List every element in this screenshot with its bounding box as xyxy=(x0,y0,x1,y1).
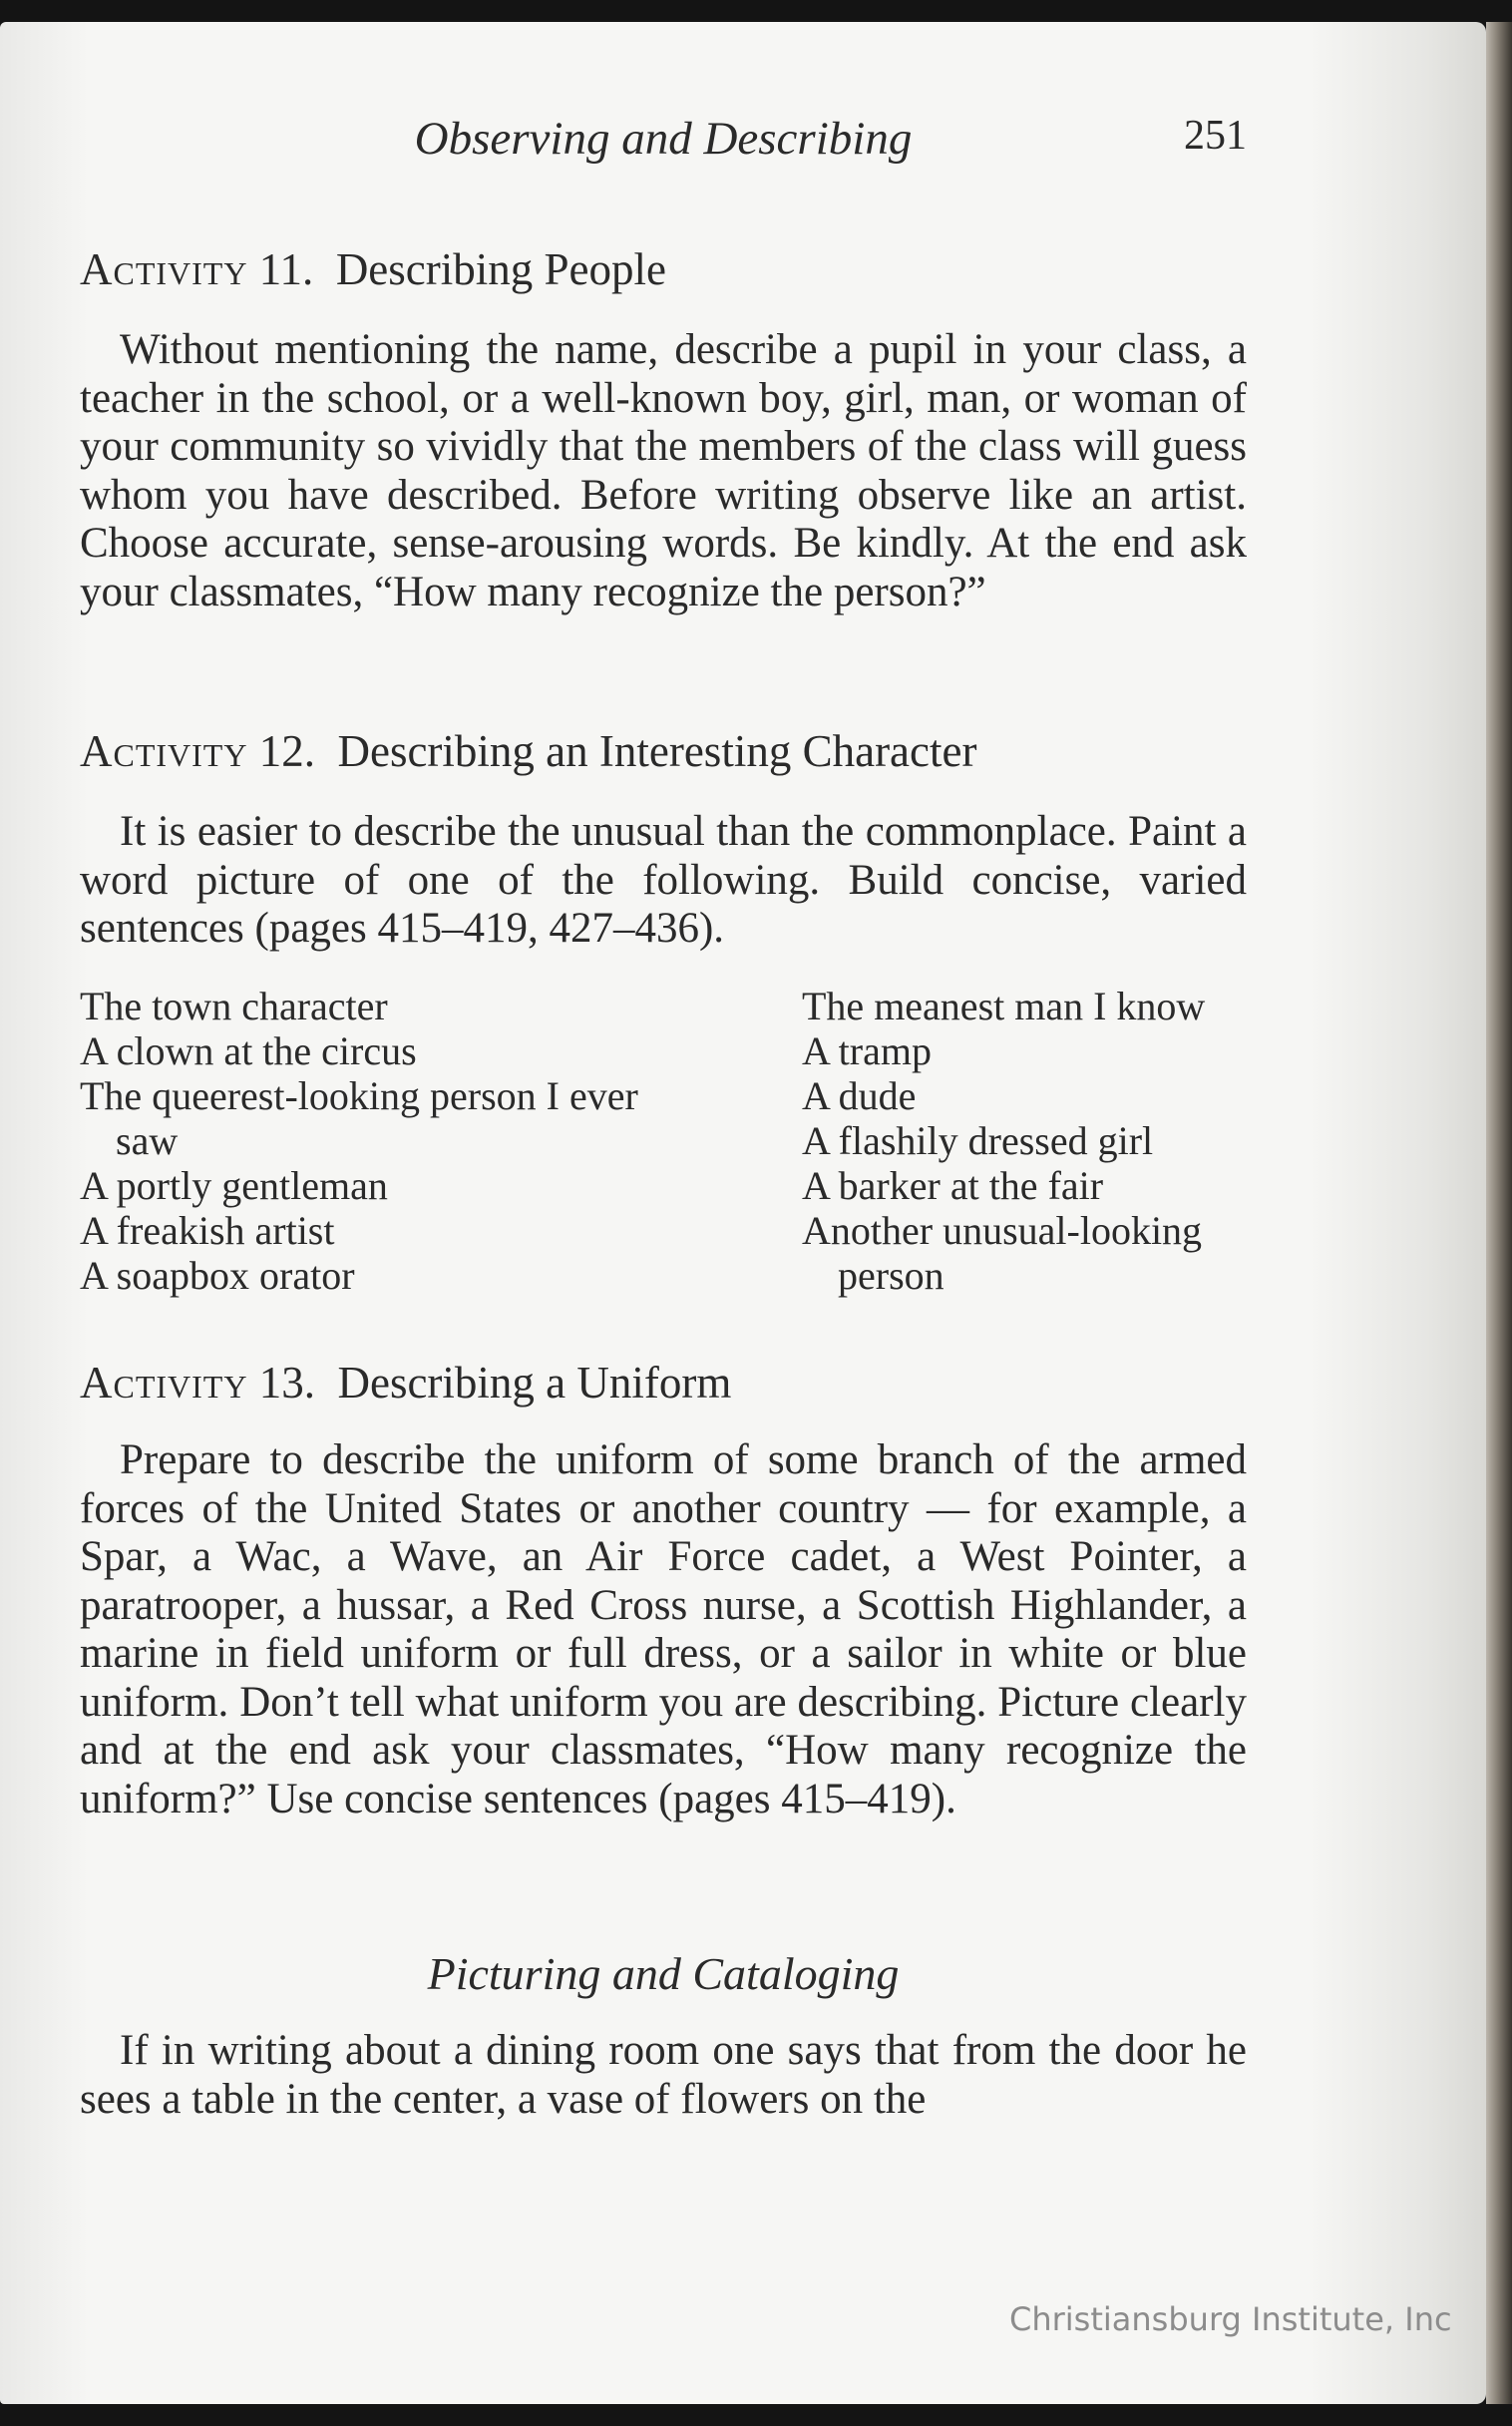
activity-12-body: It is easier to describe the unusual than the commonplace. Paint a word picture of one of the following. Build concise, varied sentences (pages 415–419, 427–436). xyxy=(80,808,1247,952)
activity-number: 13. xyxy=(258,1358,315,1408)
activity-title: Describing People xyxy=(335,244,666,294)
list-item: A clown at the circus xyxy=(80,1028,417,1073)
list-item: The town character xyxy=(80,984,388,1028)
running-head xyxy=(80,112,1247,172)
activity-12-heading xyxy=(80,725,976,777)
activity-title: Describing a Uniform xyxy=(337,1358,732,1408)
list-item: Another unusual-looking person xyxy=(802,1208,1203,1298)
list-item: The meanest man I know xyxy=(802,984,1206,1028)
activity-number: 11. xyxy=(258,244,314,294)
list-item: A flashily dressed girl xyxy=(802,1118,1154,1163)
list-item: A portly gentleman xyxy=(80,1163,388,1208)
list-item: A barker at the fair xyxy=(802,1163,1104,1208)
list-item: The queerest-looking person I ever saw xyxy=(80,1073,638,1163)
list-item: A tramp xyxy=(802,1028,932,1073)
watermark: Christiansburg Institute, Inc xyxy=(1009,2300,1452,2338)
activity-13-heading xyxy=(80,1357,731,1409)
activity-label: Activity xyxy=(80,244,248,294)
section-body: If in writing about a dining room one says that from the door he sees a table in the center, a vase of flowers on the xyxy=(80,2027,1247,2123)
character-list-right xyxy=(802,984,1247,1298)
section-heading: Picturing and Cataloging xyxy=(427,1948,900,1999)
activity-11-heading xyxy=(80,243,666,295)
activity-11-body: Without mentioning the name, describe a pupil in your class, a teacher in the school, or a well-known boy, girl, man, or woman of your community so vividly that the members of the class will guess whom you have described. Before writing observe like an artist. Choose accurate, sense-arousing words. Be kindly. At the end ask your classmates, “How many recognize the person?” xyxy=(80,326,1247,615)
running-title: Observing and Describing xyxy=(414,113,913,165)
activity-13-body: Prepare to describe the uniform of some branch of the armed forces of the United States or another country — for example, a Spar, a Wac, a Wave, an Air Force cadet, a West Pointer, a paratrooper, a hussar, a Red Cross nurse, a Scottish Highlander, a marine in field uniform or full dress, or a sailor in white or blue uniform. Don’t tell what uniform you are describing. Picture clearly and at the end ask your classmates, “How many recognize the uniform?” Use concise sentences (pages 415–419). xyxy=(80,1436,1247,1822)
list-item: A soapbox orator xyxy=(80,1253,355,1298)
activity-title: Describing an Interesting Character xyxy=(337,726,977,776)
page-edge xyxy=(1486,22,1512,2404)
activity-number: 12. xyxy=(258,726,315,776)
list-item: A dude xyxy=(802,1073,917,1118)
character-list-left xyxy=(80,984,638,1298)
page-number: 251 xyxy=(1184,113,1247,159)
activity-label: Activity xyxy=(80,1358,248,1408)
list-item: A freakish artist xyxy=(80,1208,335,1253)
activity-label: Activity xyxy=(80,726,248,776)
